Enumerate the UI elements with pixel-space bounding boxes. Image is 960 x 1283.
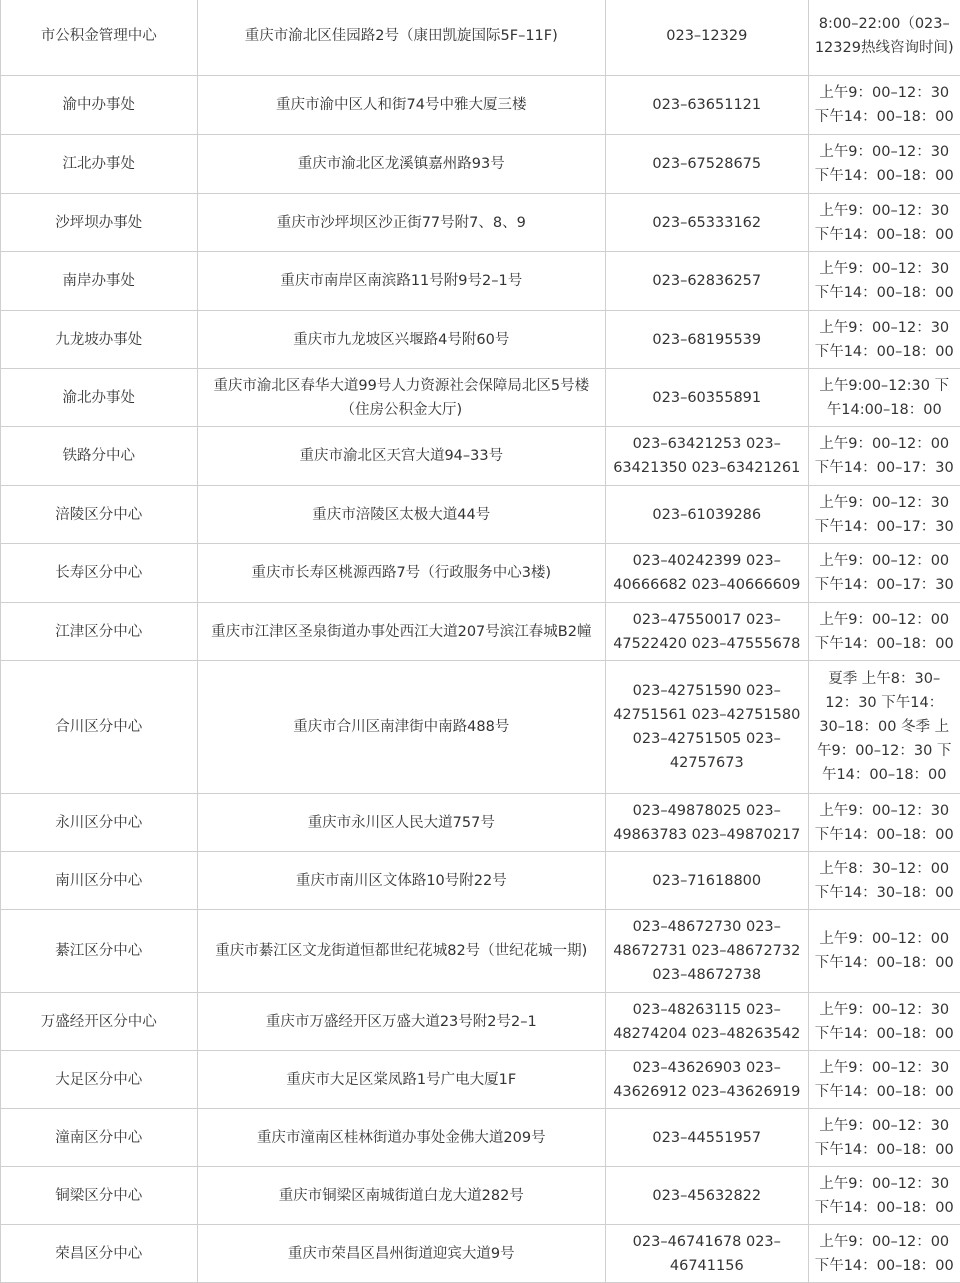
- office-address-cell: [197, 661, 605, 794]
- office-name-cell: [1, 369, 198, 427]
- office-address: 重庆市渝北区春华大道99号人力资源社会保障局北区5号楼（住房公积金大厅): [204, 374, 599, 422]
- office-name: 渝北办事处: [7, 386, 191, 410]
- office-address-cell: [197, 1109, 605, 1167]
- office-hours: 上午9：00–12：30 下午14：00–18：00: [813, 81, 956, 129]
- office-phone-cell: [605, 794, 808, 852]
- office-name: 铁路分中心: [7, 444, 191, 468]
- office-phone: 023–63651121: [612, 93, 802, 117]
- table-row: [1, 661, 960, 794]
- office-hours-cell: [808, 1109, 960, 1167]
- office-hours: 夏季 上午8：30–12：30 下午14：30–18：00 冬季 上午9：00–12：30 下午14：00–18：00: [813, 667, 956, 787]
- table-row: [1, 1109, 960, 1167]
- office-name-cell: [1, 427, 198, 486]
- table-row: [1, 135, 960, 194]
- table-row: [1, 1051, 960, 1109]
- office-address: 重庆市九龙坡区兴堰路4号附60号: [204, 328, 599, 352]
- office-hours: 上午9：00–12：30 下午14：00–18：00: [813, 998, 956, 1046]
- office-hours-cell: [808, 852, 960, 910]
- office-name: 渝中办事处: [7, 93, 191, 117]
- table-row: [1, 544, 960, 603]
- office-phone: 023–63421253 023–63421350 023–63421261: [612, 432, 802, 480]
- office-phone-cell: [605, 252, 808, 311]
- office-phone: 023–49878025 023–49863783 023–49870217: [612, 799, 802, 847]
- office-name-cell: [1, 794, 198, 852]
- office-name: 合川区分中心: [7, 715, 191, 739]
- office-address: 重庆市渝北区天宫大道94–33号: [204, 444, 599, 468]
- office-hours: 上午9：00–12：30 下午14：00–18：00: [813, 1114, 956, 1162]
- office-hours: 上午9：00–12：00 下午14：00–17：30: [813, 432, 956, 480]
- office-address: 重庆市渝北区佳园路2号（康田凯旋国际5F–11F): [204, 24, 599, 48]
- table-row: [1, 427, 960, 486]
- office-phone: 023–71618800: [612, 869, 802, 893]
- table-row: [1, 369, 960, 427]
- office-name-cell: [1, 544, 198, 603]
- office-phone-cell: [605, 0, 808, 76]
- office-phone: 023–43626903 023–43626912 023–43626919: [612, 1056, 802, 1104]
- table-row: [1, 0, 960, 76]
- office-phone: 023–46741678 023–46741156: [612, 1230, 802, 1278]
- office-hours: 上午9：00–12：30 下午14：00–18：00: [813, 799, 956, 847]
- office-name: 南岸办事处: [7, 269, 191, 293]
- office-address-cell: [197, 252, 605, 311]
- office-phone-cell: [605, 76, 808, 135]
- office-name-cell: [1, 1109, 198, 1167]
- table-row: [1, 311, 960, 369]
- office-address: 重庆市渝中区人和街74号中雅大厦三楼: [204, 93, 599, 117]
- office-phone-cell: [605, 486, 808, 544]
- office-hours: 上午9:00–12:30 下午14:00–18：00: [813, 374, 956, 422]
- office-hours-cell: [808, 1051, 960, 1109]
- table-row: [1, 603, 960, 661]
- office-address: 重庆市荣昌区昌州街道迎宾大道9号: [204, 1242, 599, 1266]
- office-hours-cell: [808, 603, 960, 661]
- office-name: 万盛经开区分中心: [7, 1010, 191, 1034]
- office-name: 南川区分中心: [7, 869, 191, 893]
- office-name: 江北办事处: [7, 152, 191, 176]
- office-phone: 023–60355891: [612, 386, 802, 410]
- office-hours: 上午9：00–12：30 下午14：00–18：00: [813, 1056, 956, 1104]
- office-address-cell: [197, 794, 605, 852]
- office-phone-cell: [605, 1051, 808, 1109]
- office-hours: 上午9：00–12：30 下午14：00–18：00: [813, 199, 956, 247]
- table-row: [1, 76, 960, 135]
- office-address: 重庆市涪陵区太极大道44号: [204, 503, 599, 527]
- office-name-cell: [1, 1051, 198, 1109]
- office-phone-cell: [605, 194, 808, 252]
- office-address-cell: [197, 993, 605, 1051]
- office-name: 潼南区分中心: [7, 1126, 191, 1150]
- office-phone: 023–68195539: [612, 328, 802, 352]
- office-address-cell: [197, 76, 605, 135]
- office-address: 重庆市南川区文体路10号附22号: [204, 869, 599, 893]
- office-address-cell: [197, 852, 605, 910]
- office-name: 沙坪坝办事处: [7, 211, 191, 235]
- office-hours: 上午9：00–12：30 下午14：00–18：00: [813, 316, 956, 364]
- office-name-cell: [1, 0, 198, 76]
- office-phone-cell: [605, 661, 808, 794]
- table-row: [1, 993, 960, 1051]
- office-hours-cell: [808, 544, 960, 603]
- office-name: 綦江区分中心: [7, 939, 191, 963]
- office-address: 重庆市永川区人民大道757号: [204, 811, 599, 835]
- office-address: 重庆市沙坪坝区沙正街77号附7、8、9: [204, 211, 599, 235]
- office-hours-cell: [808, 76, 960, 135]
- office-phone-cell: [605, 427, 808, 486]
- office-name-cell: [1, 603, 198, 661]
- office-address: 重庆市潼南区桂林街道办事处金佛大道209号: [204, 1126, 599, 1150]
- office-hours-cell: [808, 1225, 960, 1283]
- office-phone: 023–44551957: [612, 1126, 802, 1150]
- office-address-cell: [197, 486, 605, 544]
- office-hours: 上午9：00–12：30 下午14：00–17：30: [813, 491, 956, 539]
- office-hours-cell: [808, 0, 960, 76]
- office-address-cell: [197, 369, 605, 427]
- office-phone-cell: [605, 852, 808, 910]
- office-address-cell: [197, 1167, 605, 1225]
- office-name: 大足区分中心: [7, 1068, 191, 1092]
- office-hours-cell: [808, 486, 960, 544]
- table-row: [1, 852, 960, 910]
- office-address-cell: [197, 910, 605, 993]
- office-name: 长寿区分中心: [7, 561, 191, 585]
- office-name: 涪陵区分中心: [7, 503, 191, 527]
- office-address: 重庆市綦江区文龙街道恒都世纪花城82号（世纪花城一期): [204, 939, 599, 963]
- office-phone-cell: [605, 1167, 808, 1225]
- office-address: 重庆市渝北区龙溪镇嘉州路93号: [204, 152, 599, 176]
- office-address-cell: [197, 427, 605, 486]
- office-phone-cell: [605, 1109, 808, 1167]
- office-name: 江津区分中心: [7, 620, 191, 644]
- table-row: [1, 794, 960, 852]
- office-phone: 023–45632822: [612, 1184, 802, 1208]
- table-row: [1, 486, 960, 544]
- office-address-cell: [197, 1225, 605, 1283]
- office-name: 市公积金管理中心: [7, 24, 191, 48]
- office-address: 重庆市南岸区南滨路11号附9号2–1号: [204, 269, 599, 293]
- office-hours-cell: [808, 369, 960, 427]
- table-body: [1, 0, 960, 1283]
- table-row: [1, 910, 960, 993]
- office-phone-cell: [605, 603, 808, 661]
- table-row: [1, 1225, 960, 1283]
- office-hours: 上午8：30–12：00 下午14：30–18：00: [813, 857, 956, 905]
- office-address-cell: [197, 603, 605, 661]
- office-phone: 023–12329: [612, 24, 802, 48]
- office-address-cell: [197, 194, 605, 252]
- office-name-cell: [1, 661, 198, 794]
- office-name-cell: [1, 1225, 198, 1283]
- office-hours-cell: [808, 661, 960, 794]
- office-name: 九龙坡办事处: [7, 328, 191, 352]
- office-phone: 023–67528675: [612, 152, 802, 176]
- office-address: 重庆市万盛经开区万盛大道23号附2号2–1: [204, 1010, 599, 1034]
- office-address: 重庆市江津区圣泉街道办事处西江大道207号滨江春城B2幢: [204, 620, 599, 644]
- office-phone: 023–40242399 023–40666682 023–40666609: [612, 549, 802, 597]
- office-address-cell: [197, 0, 605, 76]
- office-hours-cell: [808, 311, 960, 369]
- office-hours-cell: [808, 427, 960, 486]
- office-address-cell: [197, 135, 605, 194]
- office-phone-cell: [605, 369, 808, 427]
- office-address: 重庆市大足区棠凤路1号广电大厦1F: [204, 1068, 599, 1092]
- office-address-cell: [197, 1051, 605, 1109]
- office-address-cell: [197, 544, 605, 603]
- office-name-cell: [1, 194, 198, 252]
- office-name-cell: [1, 311, 198, 369]
- office-hours: 上午9：00–12：00 下午14：00–18：00: [813, 608, 956, 656]
- office-hours-cell: [808, 194, 960, 252]
- office-phone: 023–62836257: [612, 269, 802, 293]
- office-phone: 023–61039286: [612, 503, 802, 527]
- office-phone: 023–48263115 023–48274204 023–48263542: [612, 998, 802, 1046]
- table-row: [1, 252, 960, 311]
- office-hours-cell: [808, 910, 960, 993]
- office-name-cell: [1, 135, 198, 194]
- office-name-cell: [1, 1167, 198, 1225]
- office-hours: 上午9：00–12：30 下午14：00–18：00: [813, 257, 956, 305]
- office-name-cell: [1, 486, 198, 544]
- office-phone-cell: [605, 544, 808, 603]
- office-phone-cell: [605, 311, 808, 369]
- office-phone-cell: [605, 910, 808, 993]
- office-phone: 023–65333162: [612, 211, 802, 235]
- office-name-cell: [1, 852, 198, 910]
- office-phone-cell: [605, 1225, 808, 1283]
- office-hours: 上午9：00–12：00 下午14：00–18：00: [813, 1230, 956, 1278]
- office-name: 铜梁区分中心: [7, 1184, 191, 1208]
- office-hours: 上午9：00–12：30 下午14：00–18：00: [813, 140, 956, 188]
- office-phone: 023–48672730 023–48672731 023–48672732 023–48672738: [612, 915, 802, 987]
- office-phone: 023–42751590 023–42751561 023–42751580 023–42751505 023–42757673: [612, 679, 802, 775]
- office-phone-cell: [605, 135, 808, 194]
- office-hours-cell: [808, 135, 960, 194]
- office-hours-cell: [808, 794, 960, 852]
- office-hours-cell: [808, 993, 960, 1051]
- office-address-cell: [197, 311, 605, 369]
- table-row: [1, 1167, 960, 1225]
- table-row: [1, 194, 960, 252]
- office-address: 重庆市长寿区桃源西路7号（行政服务中心3楼): [204, 561, 599, 585]
- office-name: 永川区分中心: [7, 811, 191, 835]
- office-hours: 8:00–22:00（023–12329热线咨询时间): [813, 12, 956, 60]
- office-hours: 上午9：00–12：00 下午14：00–17：30: [813, 549, 956, 597]
- office-phone: 023–47550017 023–47522420 023–47555678: [612, 608, 802, 656]
- office-phone-cell: [605, 993, 808, 1051]
- office-name: 荣昌区分中心: [7, 1242, 191, 1266]
- office-name-cell: [1, 993, 198, 1051]
- office-address: 重庆市铜梁区南城街道白龙大道282号: [204, 1184, 599, 1208]
- office-name-cell: [1, 910, 198, 993]
- office-hours-cell: [808, 1167, 960, 1225]
- office-name-cell: [1, 252, 198, 311]
- office-name-cell: [1, 76, 198, 135]
- office-address: 重庆市合川区南津街中南路488号: [204, 715, 599, 739]
- office-hours-cell: [808, 252, 960, 311]
- office-hours: 上午9：00–12：30 下午14：00–18：00: [813, 1172, 956, 1220]
- office-hours: 上午9：00–12：00 下午14：00–18：00: [813, 927, 956, 975]
